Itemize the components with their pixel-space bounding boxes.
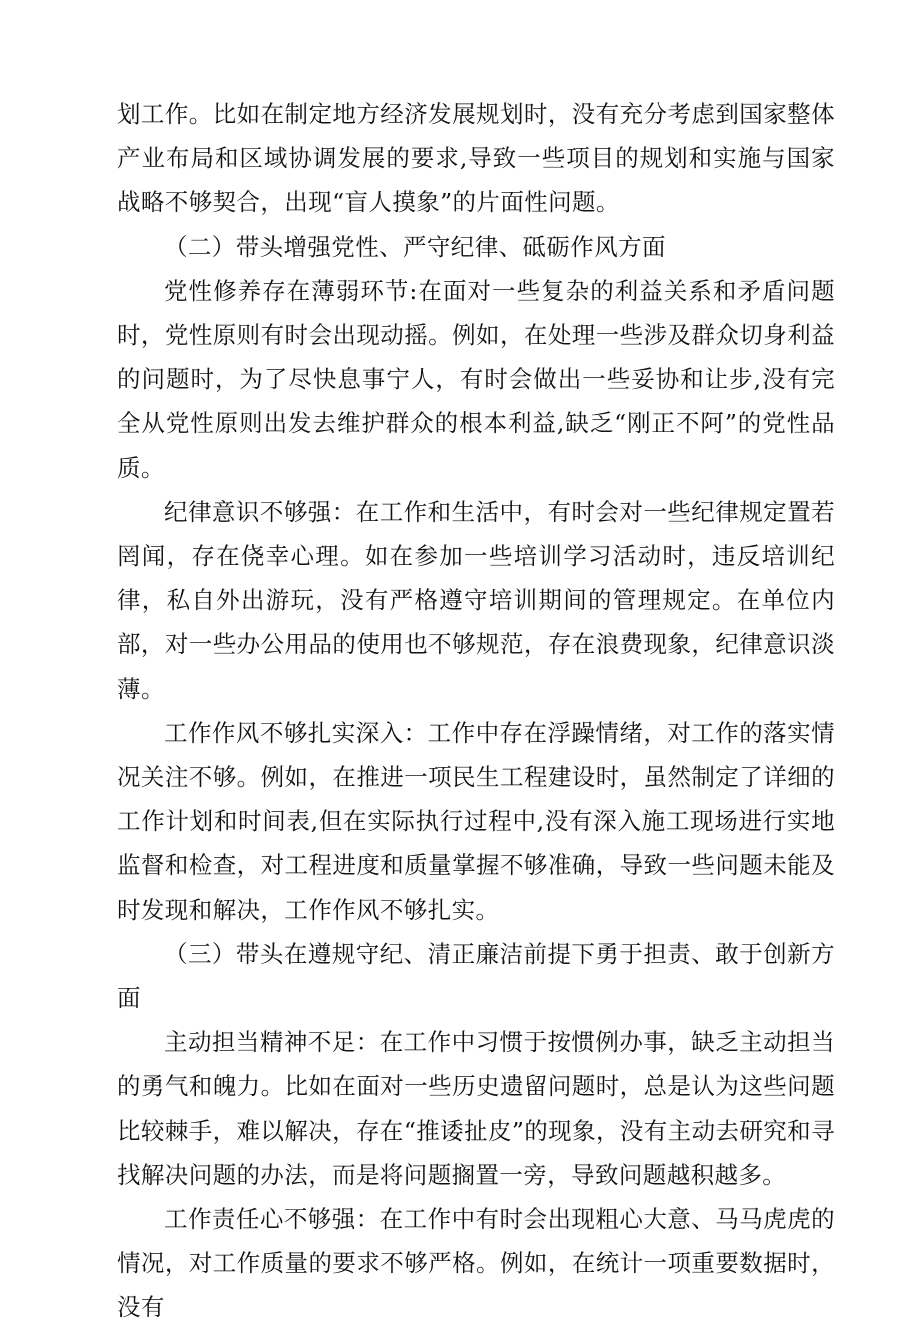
document-body [117,92,835,1330]
paragraph-work-style: 工作作风不够扎实深入：工作中存在浮躁情绪，对工作的落实情况关注不够。例如，在推进一项民生工程建设时，虽然制定了详细的工作计划和时间表,但在实际执行过程中,没有深入施工现场进行实地监督和检查，对工程进度和质量掌握不够准确，导致一些问题未能及时发现和解决，工作作风不够扎实。 [117,718,835,924]
paragraph-continuation: 划工作。比如在制定地方经济发展规划时，没有充分考虑到国家整体产业布局和区域协调发展的要求,导致一些项目的规划和实施与国家战略不够契合，出现“盲人摸象”的片面性问题。 [117,100,835,217]
paragraph-responsibility: 主动担当精神不足：在工作中习惯于按惯例办事，缺乏主动担当的勇气和魄力。比如在面对一些历史遗留问题时，总是认为这些问题比较棘手，难以解决，存在“推诿扯皮”的现象，没有主动去研究和寻找解决问题的办法，而是将问题搁置一旁，导致问题越积越多。 [117,1028,835,1189]
paragraph-duty: 工作责任心不够强：在工作中有时会出现粗心大意、马马虎虎的情况，对工作质量的要求不够严格。例如，在统计一项重要数据时，没有 [117,1205,835,1322]
paragraph-party-spirit: 党性修养存在薄弱环节:在面对一些复杂的利益关系和矛盾问题时，党性原则有时会出现动摇。例如，在处理一些涉及群众切身利益的问题时，为了尽快息事宁人，有时会做出一些妥协和让步,没有完全从党性原则出发去维护群众的根本利益,缺乏“刚正不阿”的党性品质。 [117,276,835,482]
paragraph-discipline: 纪律意识不够强：在工作和生活中，有时会对一些纪律规定置若罔闻，存在侥幸心理。如在参加一些培训学习活动时，违反培训纪律，私自外出游玩，没有严格遵守培训期间的管理规定。在单位内部，对一些办公用品的使用也不够规范，存在浪费现象，纪律意识淡薄。 [117,497,835,703]
section-heading-2: （二）带头增强党性、严守纪律、砥砺作风方面 [164,232,666,261]
section-heading-3: （三）带头在遵规守纪、清正廉洁前提下勇于担责、敢于创新方面 [117,939,835,1013]
